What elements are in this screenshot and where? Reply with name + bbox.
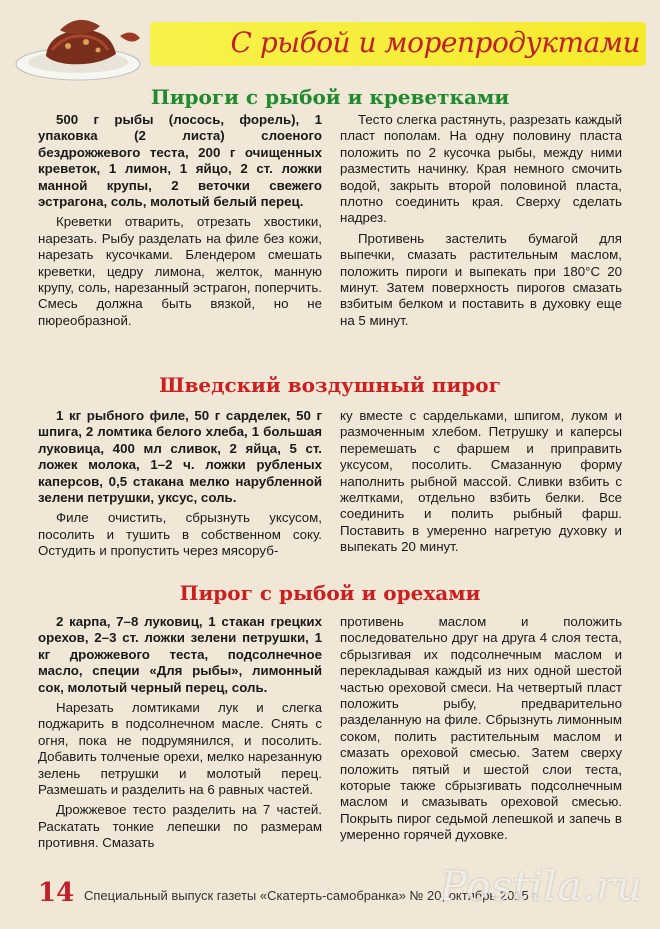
section-title: С рыбой и морепродуктами [230,26,640,59]
recipe-3-step-continued: противень маслом и положить последовательно друг на друга 4 слоя теста, сбрызгивая их подсолнечным маслом и перекладывая каждый из них одной шестой частью ореховой смеси. На четвертый пласт положить рыбу, предварительно разделанную на филе. Сбрызнуть лимонным соком, полить растительным маслом и смазать ореховой смесью. Затем сверху положить пятый и шестой слои теста, которые также сбрызгивать подсолнечным маслом и смазывать ореховой смесью. Покрыть пирог седьмой лепешкой и запечь в умеренно горячей духовке. [340,614,622,843]
recipe-1-right-column [340,112,622,333]
recipe-1-ingredients: 500 г рыбы (лосось, форель), 1 упаковка (2 листа) слоеного бездрожжевого теста, 200 г очищенных креветок, 1 лимон, 1 яйцо, 2 ст. ложки манной крупы, 2 веточки свежего эстрагона, соль, молотый белый перец. [38,112,322,210]
recipe-3-right-column [340,614,622,848]
publication-info: Специальный выпуск газеты «Скатерть-самобранка» № 20, октябрь 2015 г. [84,888,540,903]
recipe-3-left-column [38,614,322,856]
recipe-3-step-1: Нарезать ломтиками лук и слегка поджарить в подсолнечном масле. Снять с огня, пока не подрумянился, и посолить. Добавить толченые орехи, мелко нарезанную зелень петрушки и молотый перец. Размешать и разделить на 6 равных частей. [38,700,322,798]
recipe-3-ingredients: 2 карпа, 7–8 луковиц, 1 стакан грецких орехов, 2–3 ст. ложки зелени петрушки, 1 кг дрожжевого теста, подсолнечное масло, специи «Для рыбы», лимонный сок, молотый черный перец, соль. [38,614,322,695]
recipe-2-step-continued: ку вместе с сардельками, шпигом, луком и размоченным хлебом. Петрушку и каперсы перемешать с фаршем и приправить уксусом, посолить. Смазанную форму наполнить рыбной массой. Сливки взбить с желтками, отдельно взбить белки. Все соединить и полить рыбный фарш. Поставить в умеренно нагретую духовку и выпекать 20 минут. [340,408,622,555]
recipe-2-step-1: Филе очистить, сбрызнуть уксусом, посолить и тушить в собственном соку. Остудить и пропустить через мясоруб- [38,510,322,559]
watermark-logo: Postila.ru [440,864,644,910]
recipe-title-2: Шведский воздушный пирог [159,373,501,397]
recipe-title-3: Пирог с рыбой и орехами [179,581,481,605]
recipe-3-step-2: Дрожжевое тесто разделить на 7 частей. Раскатать тонкие лепешки по размерам противня. Смазать [38,802,322,851]
pie-plate-illustration [8,6,158,86]
recipe-2-ingredients: 1 кг рыбного филе, 50 г сарделек, 50 г шпига, 2 ломтика белого хлеба, 1 большая луковица, 400 мл сливок, 2 яйца, 5 ст. ложек молока, 1–2 ч. ложки рубленых каперсов, 0,5 стакана мелко нарубленной зелени петрушки, уксус, соль. [38,408,322,506]
recipe-2-left-column [38,408,322,564]
recipe-1-step-2: Тесто слегка растянуть, разрезать каждый пласт пополам. На одну половину пласта положить по 2 кусочка рыбы, между ними разместить начинку. Края немного смочить водой, закрыть второй половиной пласта, плотно соединить края. Сверху сделать надрез. [340,112,622,226]
recipe-2-right-column [340,408,622,560]
recipe-title-1: Пироги с рыбой и креветками [150,85,510,109]
recipe-1-left-column [38,112,322,333]
recipe-1-step-3: Противень застелить бумагой для выпечки, смазать растительным маслом, положить пироги и выпекать при 180°С 20 минут. Затем поверхность пирогов смазать взбитым белком и поставить в духовку еще на 5 минут. [340,230,622,328]
recipe-1-step-1: Креветки отварить, отрезать хвостики, нарезать. Рыбу разделать на филе без кожи, нарезать кусочками. Блендером смешать креветки, цедру лимона, желток, манную крупу, соль, нарезанный эстрагон, поперчить. Смесь должна быть вязкой, но не пюреобразной. [38,214,322,328]
page-number: 14 [38,878,75,908]
